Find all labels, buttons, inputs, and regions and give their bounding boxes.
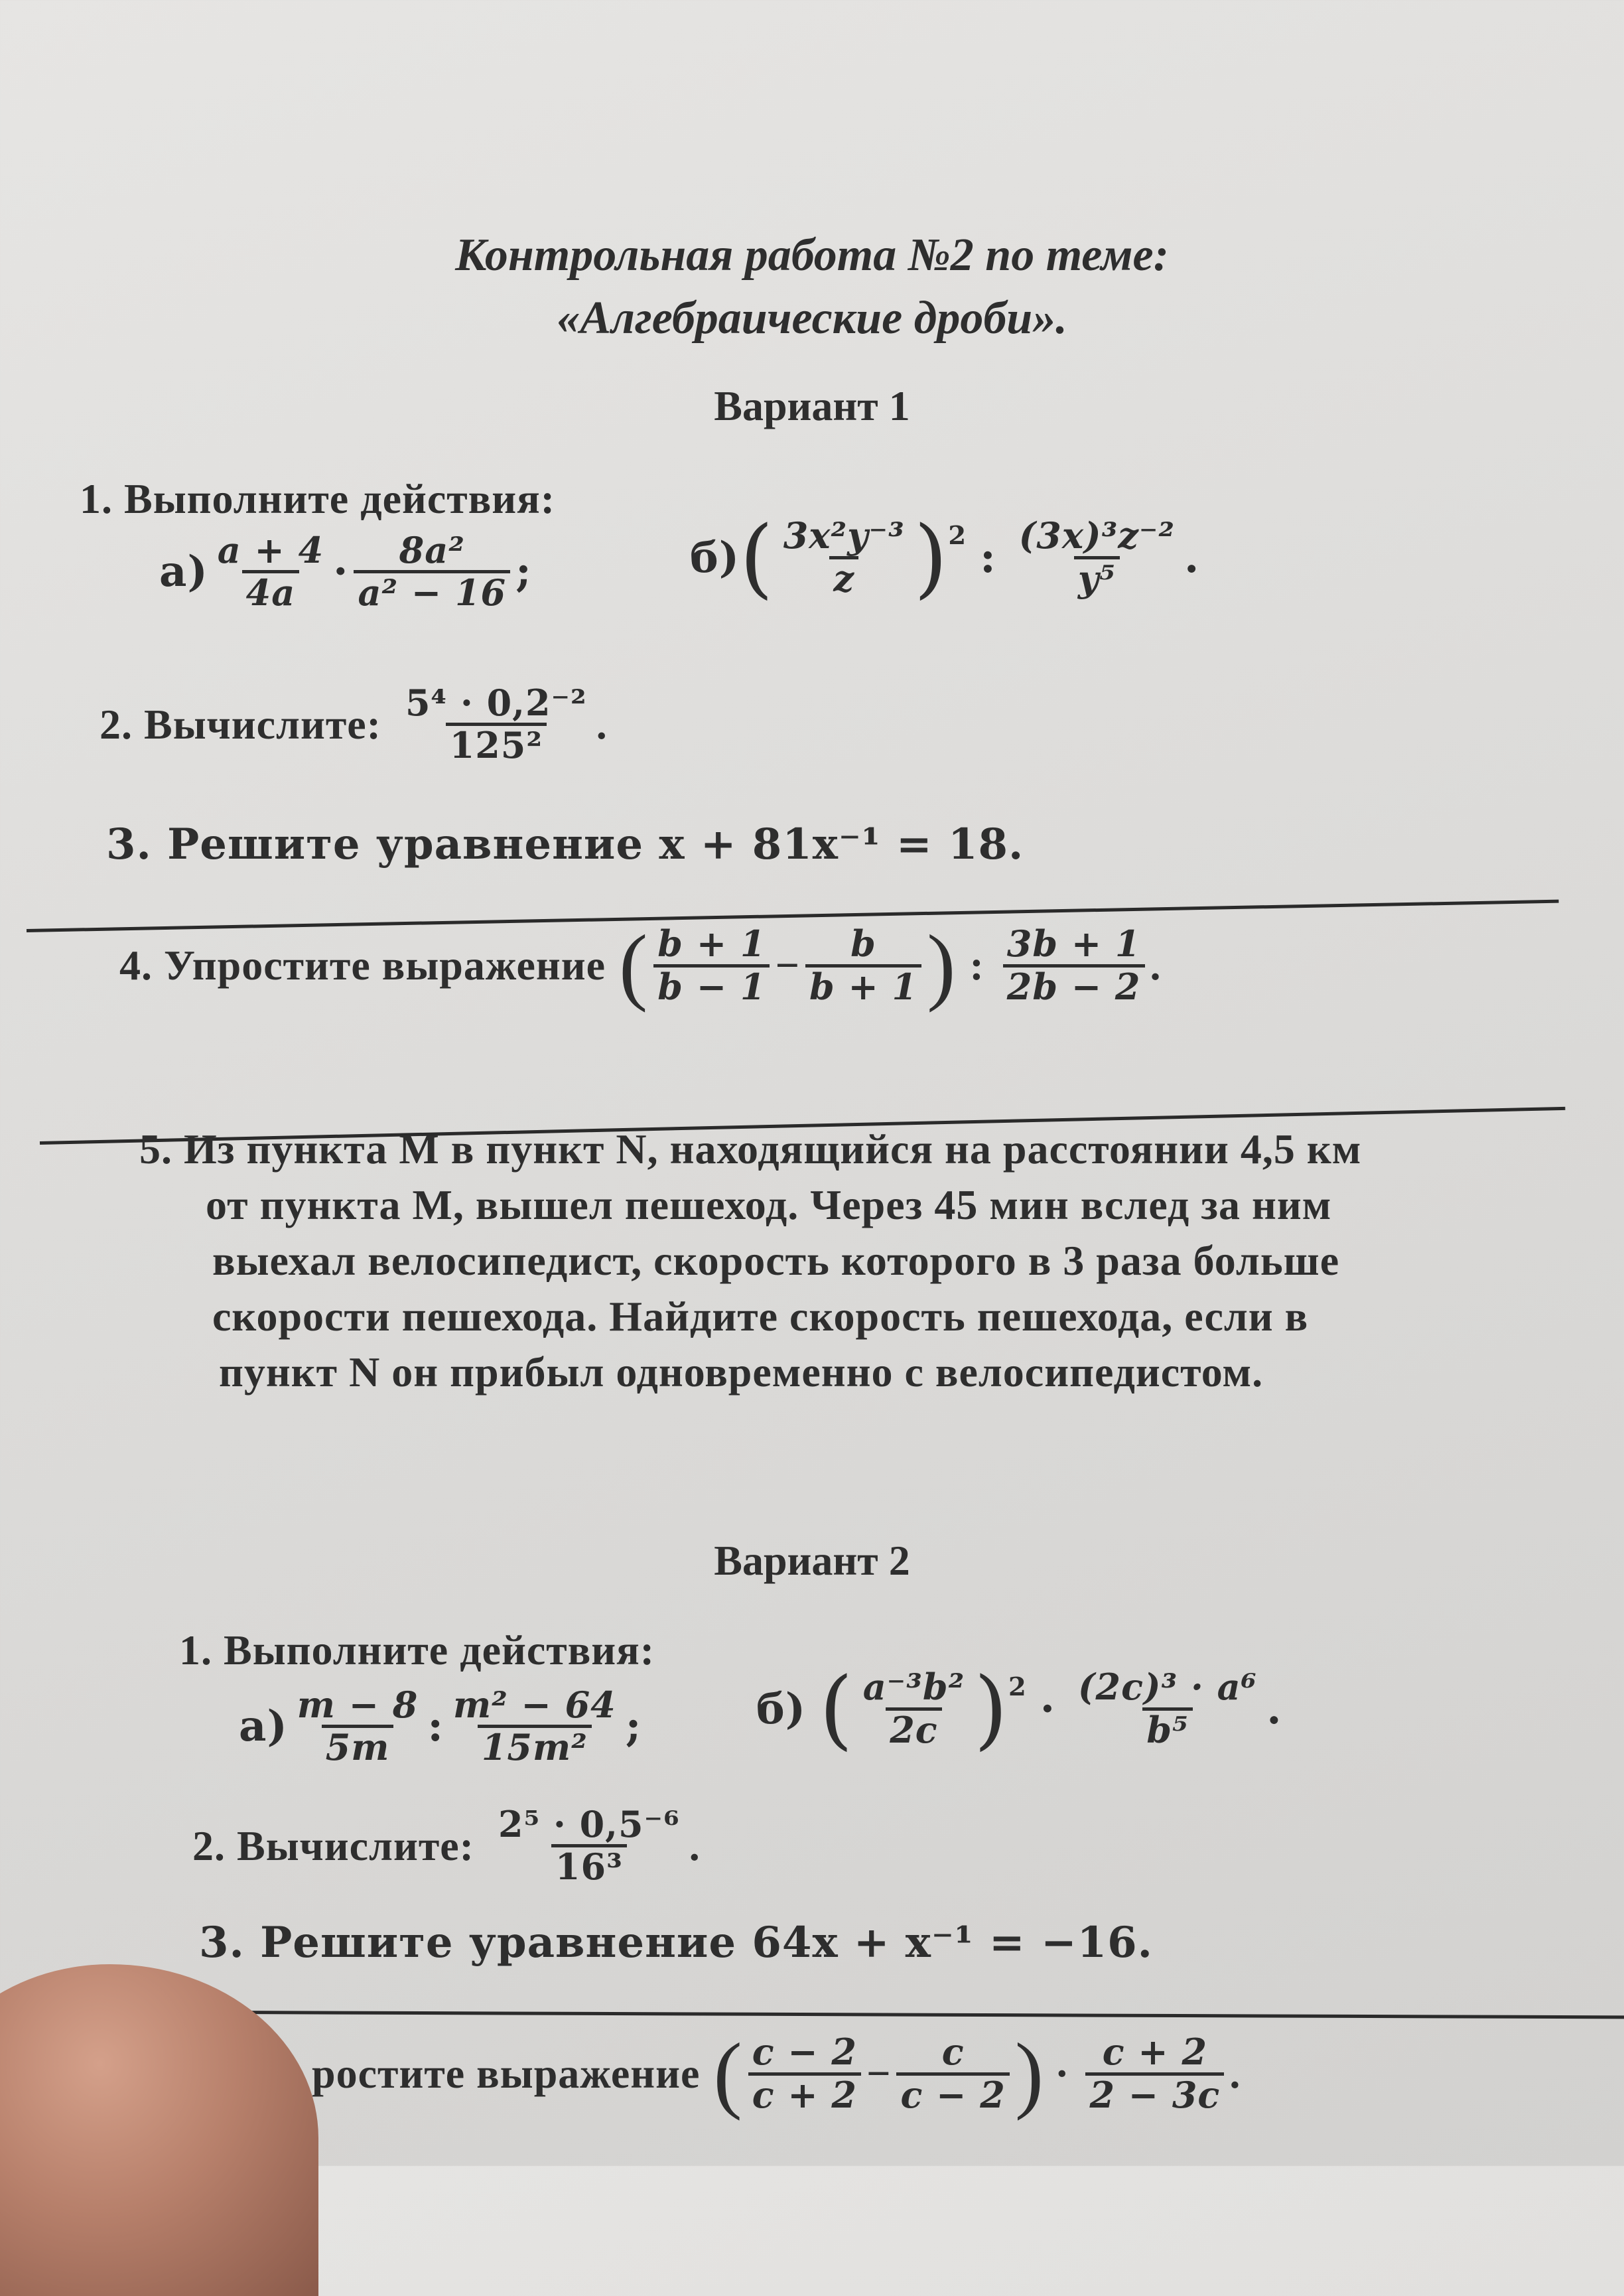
v2-task4-frac3-num: c + 2 <box>1102 2031 1208 2074</box>
v2-task4-label: ростите выражение <box>312 2050 701 2097</box>
v1-task1-label: 1. Выполните действия: <box>80 475 556 522</box>
v1-task1b-label: б) <box>690 532 740 583</box>
v1-task1a-frac2 <box>354 531 510 613</box>
v2-task3: 3. Решите уравнение 64x + x⁻¹ = −16. <box>199 1918 1153 1968</box>
v2-task1a-frac2-num: m² − 64 <box>452 1684 616 1726</box>
v2-task1b-frac2-den: b⁵ <box>1142 1707 1192 1750</box>
v2-task1b-frac2-num: (2c)³ · a⁶ <box>1077 1666 1258 1709</box>
v1-task4: 4. Упростите выражение ( $\frac{b + 1}{b - 1}$ − $\frac{b}{b + 1}$ ) : $\frac{3b + 1}{2b - 2}$ . <box>119 918 1162 1013</box>
v2-task1a-frac1-num: m − 8 <box>297 1684 419 1726</box>
v1-task2-frac <box>401 683 591 766</box>
v1-task1a-frac2-num: 8a² <box>399 529 465 571</box>
v1-task4-frac2-num: b <box>850 922 876 966</box>
v2-task1a-frac2 <box>449 1686 620 1768</box>
v1-task5-line4: скорости пешехода. Найдите скорость пешехода, если в <box>212 1293 1309 1340</box>
variant1-heading: Вариант 1 <box>714 382 910 429</box>
v2-task4-frac1-num: c − 2 <box>752 2031 858 2074</box>
v2-task1b-frac1-num: a⁻³b² <box>862 1666 965 1709</box>
v2-task2-frac <box>494 1805 684 1887</box>
v1-task1a-label: а) <box>159 547 208 597</box>
v2-task1a-frac1 <box>293 1686 423 1768</box>
v2-task1a-frac1-den: 5m <box>322 1725 394 1767</box>
v1-task4-frac1-den: b − 1 <box>653 964 770 1007</box>
v1-task1b-frac1-num: 3x²y⁻³ <box>783 514 905 557</box>
v1-task4-frac2 <box>805 924 921 1007</box>
v2-task4-frac1 <box>748 2033 861 2115</box>
v2-task1a: а) $\frac{m - 8}{5m}$ : $\frac{\text{m² − 64}}{\text{15m²}}$ ; <box>239 1684 642 1769</box>
v2-task4-frac3-den: 2 − 3c <box>1085 2072 1224 2115</box>
v1-task2-den: 125² <box>446 723 547 765</box>
v2-task4-frac2 <box>896 2033 1009 2115</box>
v2-task1-label: 1. Выполните действия: <box>179 1626 655 1674</box>
v1-task1b-frac2 <box>1015 516 1179 599</box>
variant2-heading: Вариант 2 <box>714 1537 910 1584</box>
v1-task2: 2. Вычислите: $\frac{\text{5⁴ · 0,2⁻²}}{\text{125²}}$ . <box>100 682 608 767</box>
page-title-line1: Контрольная работа №2 по теме: <box>455 230 1169 281</box>
v1-task4-frac1 <box>653 924 770 1007</box>
v1-task1b-frac2-den: y⁵ <box>1074 556 1120 599</box>
v2-task4-frac1-den: c + 2 <box>748 2072 861 2115</box>
v1-task1a-frac2-den: a² − 16 <box>354 570 510 612</box>
v2-task2-label: 2. Вычислите: <box>192 1822 474 1869</box>
v2-task2-den: 16³ <box>551 1844 627 1887</box>
v1-task5-line5: пункт N он прибыл одновременно с велосипедистом. <box>219 1348 1264 1396</box>
v1-task4-frac3-num: 3b + 1 <box>1006 922 1141 966</box>
v1-task4-label: 4. Упростите выражение <box>119 942 606 989</box>
v1-task5 <box>139 1121 1361 1400</box>
v1-task4-frac3 <box>1003 924 1145 1007</box>
v1-task1a-frac1-den: 4a <box>242 570 300 612</box>
v1-task1b-frac1 <box>779 516 909 599</box>
page-title-line2: «Алгебраические дроби». <box>557 293 1067 344</box>
v2-task4-frac3 <box>1085 2033 1224 2115</box>
v1-task1a-frac1 <box>214 531 328 613</box>
v1-task1b-frac1-den: z <box>829 556 858 599</box>
divider-line-3 <box>226 2011 1624 2019</box>
v2-task1b-frac1 <box>859 1668 969 1750</box>
v1-task4-frac2-den: b + 1 <box>805 964 921 1007</box>
v1-task1a: а) $\frac{a + 4}{4a}$ · $\frac{\text{8a²}}{\text{a² − 16}}$ ; <box>159 529 532 614</box>
v2-task1b-frac2 <box>1074 1668 1261 1750</box>
v1-task2-num: 5⁴ · 0,2⁻² <box>405 682 587 724</box>
v2-task1b: б) ( $\frac{\text{a⁻³b²}}{2c}$ ) $^2$ · $\frac{\text{(2c)³ · a⁶}}{\text{b⁵}}$ . <box>756 1658 1282 1759</box>
v1-task4-frac3-den: 2b − 2 <box>1003 964 1145 1007</box>
v1-task3: 3. Решите уравнение x + 81x⁻¹ = 18. <box>106 820 1024 869</box>
v1-task5-line1: 5. Из пункта M в пункт N, находящийся на расстоянии 4,5 км <box>139 1125 1362 1173</box>
v2-task2: 2. Вычислите: $\frac{\text{2⁵ · 0,5⁻⁶}}{\text{16³}}$ . <box>192 1803 701 1889</box>
v2-task1b-label: б) <box>756 1684 806 1734</box>
v2-task1a-frac2-den: 15m² <box>478 1725 592 1767</box>
v1-task4-frac1-num: b + 1 <box>657 922 766 966</box>
v1-task5-line2: от пункта M, вышел пешеход. Через 45 мин вслед за ним <box>206 1181 1332 1228</box>
v1-task1a-frac1-num: a + 4 <box>217 529 324 571</box>
v1-task5-line3: выехал велосипедист, скорость которого в 3 раза больше <box>212 1237 1340 1284</box>
v1-task2-label: 2. Вычислите: <box>100 700 381 748</box>
v2-task4-frac2-den: c − 2 <box>896 2072 1009 2115</box>
v2-task4: ростите выражение ( $\frac{c - 2}{c + 2}$ − $\frac{c}{c - 2}$ ) · $\frac{c + 2}{2 - 3c}$ . <box>312 2026 1241 2121</box>
v2-task4-frac2-num: c <box>941 2031 965 2074</box>
v1-task1b-frac2-num: (3x)³z⁻² <box>1018 514 1176 557</box>
v2-task1b-frac1-den: 2c <box>886 1707 941 1750</box>
v2-task2-num: 2⁵ · 0,5⁻⁶ <box>498 1803 680 1845</box>
v2-task1a-label: а) <box>239 1701 288 1752</box>
v1-task1b: б) ( $\frac{\text{3x²y⁻³}}{z}$ ) $^2$ : $\frac{\text{(3x)³z⁻²}}{\text{y⁵}}$ . <box>690 507 1200 608</box>
